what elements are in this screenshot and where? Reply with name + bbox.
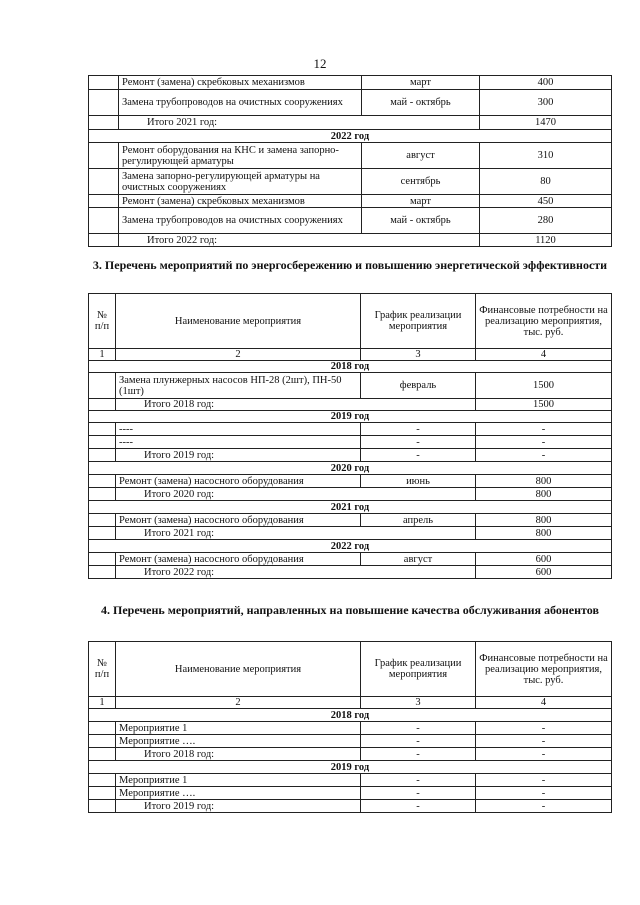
total-amount: - — [476, 748, 612, 761]
event-name: ---- — [116, 423, 361, 436]
page-number: 12 — [313, 56, 327, 71]
section3-heading: 3. Перечень мероприятий по энергосбережению и повышению энергетической эффективности — [92, 258, 608, 272]
total-amount: 1120 — [480, 234, 612, 247]
event-name: Ремонт оборудования на КНС и замена запорно-регулирующей арматуры — [119, 143, 362, 169]
table-row — [89, 195, 612, 208]
schedule-cell: май - октябрь — [362, 90, 480, 116]
event-name: Ремонт (замена) насосного оборудования — [116, 514, 361, 527]
column-number-row — [89, 697, 612, 709]
event-name: Ремонт (замена) скребковых механизмов — [119, 195, 362, 208]
col-number: 1 — [89, 349, 116, 361]
schedule-cell: - — [361, 722, 476, 735]
year-row — [89, 411, 612, 423]
year-heading: 2018 год — [89, 361, 612, 373]
schedule-cell: - — [361, 735, 476, 748]
total-amount: 800 — [476, 488, 612, 501]
col-number: 1 — [89, 697, 116, 709]
total-row — [89, 449, 612, 462]
table-row — [89, 423, 612, 436]
column-number-row — [89, 349, 612, 361]
total-row — [89, 116, 612, 130]
amount-cell: 450 — [480, 195, 612, 208]
year-row — [89, 361, 612, 373]
total-label: Итого 2018 год: — [116, 399, 476, 411]
table-row — [89, 436, 612, 449]
header-finance: Финансовые потребности на реализацию мероприятия, тыс. руб. — [476, 294, 612, 349]
schedule-cell: август — [361, 553, 476, 566]
amount-cell: 80 — [480, 169, 612, 195]
header-name: Наименование мероприятия — [116, 294, 361, 349]
total-label: Итого 2020 год: — [116, 488, 476, 501]
total-label: Итого 2022 год: — [116, 566, 476, 579]
header-num: № п/п — [89, 294, 116, 349]
amount-cell: - — [476, 787, 612, 800]
table-row — [89, 143, 612, 169]
year-heading: 2018 год — [89, 709, 612, 722]
total-label: Итого 2019 год: — [116, 800, 361, 813]
total-amount: - — [476, 449, 612, 462]
total-row — [89, 399, 612, 411]
table-section3 — [88, 293, 612, 579]
table-section4 — [88, 641, 612, 813]
total-label: Итого 2019 год: — [116, 449, 361, 462]
year-row — [89, 501, 612, 514]
table-row — [89, 76, 612, 90]
year-row — [89, 130, 612, 143]
event-name: Ремонт (замена) скребковых механизмов — [119, 76, 362, 90]
schedule-cell: - — [361, 787, 476, 800]
amount-cell: - — [476, 774, 612, 787]
total-row — [89, 748, 612, 761]
table-row — [89, 787, 612, 800]
section4-heading: 4. Перечень мероприятий, направленных на повышение качества обслуживания абонентов — [101, 603, 599, 617]
schedule-cell: - — [361, 774, 476, 787]
table-row — [89, 553, 612, 566]
total-row — [89, 566, 612, 579]
table-row — [89, 373, 612, 399]
total-label: Итого 2018 год: — [116, 748, 361, 761]
header-schedule: График реализации мероприятия — [361, 294, 476, 349]
amount-cell: 310 — [480, 143, 612, 169]
event-name: Мероприятие 1 — [116, 722, 361, 735]
total-row — [89, 527, 612, 540]
year-heading: 2022 год — [89, 540, 612, 553]
table-row — [89, 735, 612, 748]
event-name: Мероприятие 1 — [116, 774, 361, 787]
schedule-cell: апрель — [361, 514, 476, 527]
col-number: 3 — [361, 697, 476, 709]
year-heading: 2019 год — [89, 761, 612, 774]
schedule-cell: сентябрь — [362, 169, 480, 195]
schedule-cell: март — [362, 76, 480, 90]
event-name: Ремонт (замена) насосного оборудования — [116, 553, 361, 566]
event-name: Ремонт (замена) насосного оборудования — [116, 475, 361, 488]
total-label: Итого 2021 год: — [119, 116, 480, 130]
col-number: 2 — [116, 697, 361, 709]
total-amount: 800 — [476, 527, 612, 540]
event-name: Мероприятие …. — [116, 735, 361, 748]
year-heading: 2020 год — [89, 462, 612, 475]
amount-cell: 300 — [480, 90, 612, 116]
year-row — [89, 540, 612, 553]
total-label: Итого 2022 год: — [119, 234, 480, 247]
header-row — [89, 294, 612, 349]
total-label: Итого 2021 год: — [116, 527, 476, 540]
year-row — [89, 709, 612, 722]
total-amount: 1500 — [476, 399, 612, 411]
schedule-cell: август — [362, 143, 480, 169]
total-amount: 1470 — [480, 116, 612, 130]
year-heading: 2022 год — [89, 130, 612, 143]
year-row — [89, 761, 612, 774]
schedule-cell: май - октябрь — [362, 208, 480, 234]
table-row — [89, 169, 612, 195]
amount-cell: - — [476, 436, 612, 449]
total-amount: - — [476, 800, 612, 813]
header-row — [89, 642, 612, 697]
col-number: 2 — [116, 349, 361, 361]
schedule-cell: - — [361, 449, 476, 462]
table-row — [89, 475, 612, 488]
table-row — [89, 774, 612, 787]
schedule-cell: - — [361, 800, 476, 813]
amount-cell: - — [476, 722, 612, 735]
total-amount: 600 — [476, 566, 612, 579]
event-name: Замена плунжерных насосов НП-28 (2шт), ПН-50 (1шт) — [116, 373, 361, 399]
schedule-cell: июнь — [361, 475, 476, 488]
event-name: Замена трубопроводов на очистных сооружениях — [119, 208, 362, 234]
amount-cell: - — [476, 423, 612, 436]
schedule-cell: март — [362, 195, 480, 208]
amount-cell: 800 — [476, 475, 612, 488]
header-name: Наименование мероприятия — [116, 642, 361, 697]
schedule-cell: - — [361, 748, 476, 761]
table-row — [89, 90, 612, 116]
table-row — [89, 208, 612, 234]
schedule-cell: февраль — [361, 373, 476, 399]
event-name: Мероприятие …. — [116, 787, 361, 800]
table-continued — [88, 75, 612, 247]
col-number: 4 — [476, 697, 612, 709]
amount-cell: 1500 — [476, 373, 612, 399]
total-row — [89, 800, 612, 813]
event-name: ---- — [116, 436, 361, 449]
amount-cell: 800 — [476, 514, 612, 527]
table-row — [89, 514, 612, 527]
year-row — [89, 462, 612, 475]
col-number: 4 — [476, 349, 612, 361]
header-num: № п/п — [89, 642, 116, 697]
year-heading: 2021 год — [89, 501, 612, 514]
year-heading: 2019 год — [89, 411, 612, 423]
amount-cell: - — [476, 735, 612, 748]
event-name: Замена запорно-регулирующей арматуры на очистных сооружениях — [119, 169, 362, 195]
schedule-cell: - — [361, 423, 476, 436]
event-name: Замена трубопроводов на очистных сооружениях — [119, 90, 362, 116]
table-row — [89, 722, 612, 735]
amount-cell: 400 — [480, 76, 612, 90]
amount-cell: 600 — [476, 553, 612, 566]
header-finance: Финансовые потребности на реализацию мероприятия, тыс. руб. — [476, 642, 612, 697]
header-schedule: График реализации мероприятия — [361, 642, 476, 697]
total-row — [89, 488, 612, 501]
total-row — [89, 234, 612, 247]
schedule-cell: - — [361, 436, 476, 449]
col-number: 3 — [361, 349, 476, 361]
amount-cell: 280 — [480, 208, 612, 234]
